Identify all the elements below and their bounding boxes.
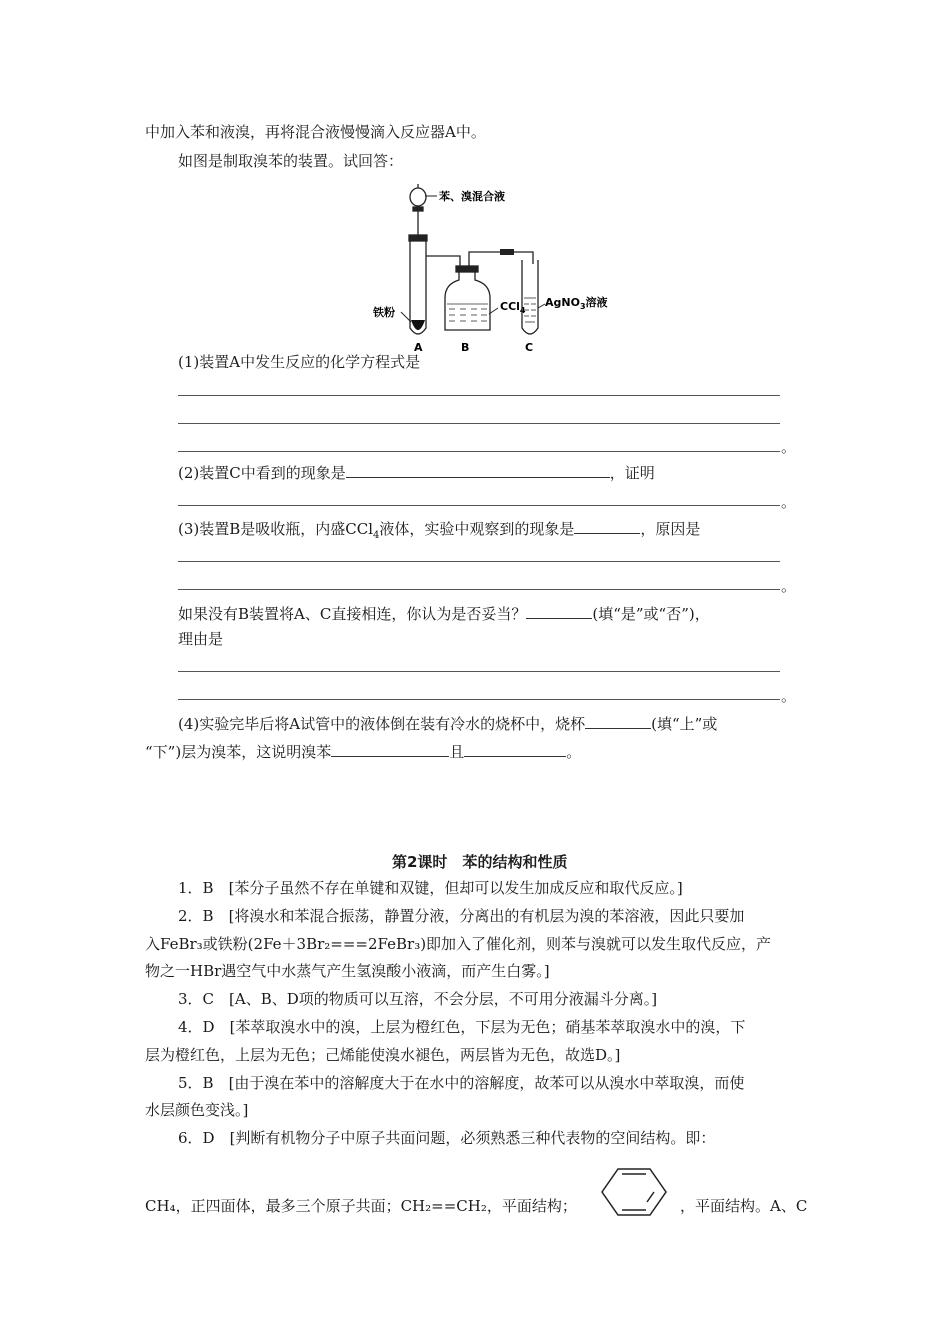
q3-text-d: 如果没有B装置将A、C直接相连，你认为是否妥当？: [178, 605, 527, 623]
agno3-liquid: [524, 298, 536, 322]
q3-blank[interactable]: [574, 518, 640, 534]
question-2: [178, 462, 655, 483]
q4-blank[interactable]: [585, 713, 651, 729]
question-4: [178, 713, 717, 734]
period: 。: [781, 438, 797, 456]
label-b: B: [461, 341, 470, 354]
answer-line: [178, 395, 780, 396]
q4-text-d: 且: [449, 743, 465, 761]
answer-3: 3．C [A、B、D项的物质可以互溶，不会分层，不可用分液漏斗分离。]: [178, 990, 658, 1008]
question-3-reason: 理由是: [178, 630, 224, 648]
q3-blank-2[interactable]: [526, 603, 592, 619]
iron-powder: [411, 320, 425, 330]
q2-text: (2)装置C中看到的现象是: [178, 464, 346, 482]
intro-line-2: 如图是制取溴苯的装置。试回答：: [178, 152, 404, 170]
answer-line: [178, 699, 780, 700]
q2-blank[interactable]: [346, 462, 610, 478]
q4-text-b: (填“上”或: [651, 715, 718, 733]
ccl4-liquid: [447, 304, 488, 321]
answer-5: 5．B [由于溴在苯中的溶解度大于在水中的溶解度，故苯可以从溴水中萃取溴，而使: [178, 1074, 745, 1092]
answer-line: [178, 589, 780, 590]
q4-text: (4)实验完毕后将A试管中的液体倒在装有冷水的烧杯中，烧杯: [178, 715, 586, 733]
q3-text-e: (填“是”或“否”)，: [592, 605, 710, 623]
iron-powder-label: 铁粉: [373, 306, 395, 319]
q3-sub: 4: [373, 530, 380, 541]
question-1: (1)装置A中发生反应的化学方程式是: [178, 353, 421, 371]
test-tube-a: [409, 235, 460, 334]
answer-line: [178, 423, 780, 424]
absorption-bottle-b: [445, 252, 500, 330]
answers-heading: 第2课时 苯的结构和性质: [392, 853, 568, 871]
question-3: [178, 518, 700, 546]
label-c: C: [525, 341, 534, 354]
agno3-label: AgNO$_3$溶液: [545, 296, 608, 311]
answer-1: 1．B [苯分子虽然不存在单键和双键，但却可以发生加成反应和取代反应。]: [178, 879, 683, 897]
q2-text-b: ，证明: [609, 464, 655, 482]
answer-line: [178, 505, 780, 506]
answer-5-line-2: 水层颜色变浅。]: [145, 1101, 249, 1119]
benzene-ring-structure: [598, 1163, 670, 1221]
dropping-funnel: [410, 184, 426, 238]
question-3-followup: [178, 603, 710, 624]
q4-blank-2[interactable]: [331, 741, 449, 757]
q4-text-e: 。: [566, 743, 582, 761]
q4-blank-3[interactable]: [464, 741, 566, 757]
intro-line-1: 中加入苯和液溴，再将混合液慢慢滴入反应器A中。: [145, 123, 486, 141]
funnel-label: 苯、溴混合液: [439, 190, 505, 203]
period: 。: [781, 687, 797, 705]
period: 。: [781, 493, 797, 511]
q3-text-b: 液体，实验中观察到的现象是: [379, 520, 575, 538]
answer-line: [178, 561, 780, 562]
q3-text: (3)装置B是吸收瓶，内盛CCl: [178, 520, 374, 538]
q3-text-c: ，原因是: [640, 520, 701, 538]
answer-6-line-2: CH₄，正四面体，最多三个原子共面；CH₂==CH₂，平面结构；: [145, 1197, 577, 1215]
answer-6-line-2-end: ，平面结构。A、C: [680, 1197, 808, 1215]
test-tube-c: [522, 260, 538, 334]
question-4-line-2: [145, 741, 581, 762]
answer-6: 6．D [判断有机物分子中原子共面问题，必须熟悉三种代表物的空间结构。即：: [178, 1129, 716, 1147]
answer-line: [178, 671, 780, 672]
period: 。: [781, 577, 797, 595]
answer-4: 4．D [苯萃取溴水中的溴，上层为橙红色，下层为无色；硝基苯萃取溴水中的溴，下: [178, 1018, 746, 1036]
answer-2-line-3: 物之一HBr遇空气中水蒸气产生氢溴酸小液滴，而产生白雾。]: [145, 962, 550, 980]
answer-2: 2．B [将溴水和苯混合振荡，静置分液，分离出的有机层为溴的苯溶液，因此只要加: [178, 907, 745, 925]
answer-4-line-2: 层为橙红色，上层为无色；己烯能使溴水褪色，两层皆为无色，故选D。]: [145, 1046, 621, 1064]
answer-2-line-2: 入FeBr₃或铁粉(2Fe＋3Br₂===2FeBr₃)即加入了催化剂，则苯与溴就可以发生取代反应，产: [145, 935, 772, 953]
q4-text-c: “下”)层为溴苯，这说明溴苯: [145, 743, 332, 761]
ccl4-label: CCl$_4$: [500, 300, 526, 315]
bromobenzene-apparatus-figure: [365, 180, 625, 355]
label-a: A: [414, 341, 423, 354]
rubber-connector: [500, 249, 514, 255]
answer-line: [178, 451, 780, 452]
